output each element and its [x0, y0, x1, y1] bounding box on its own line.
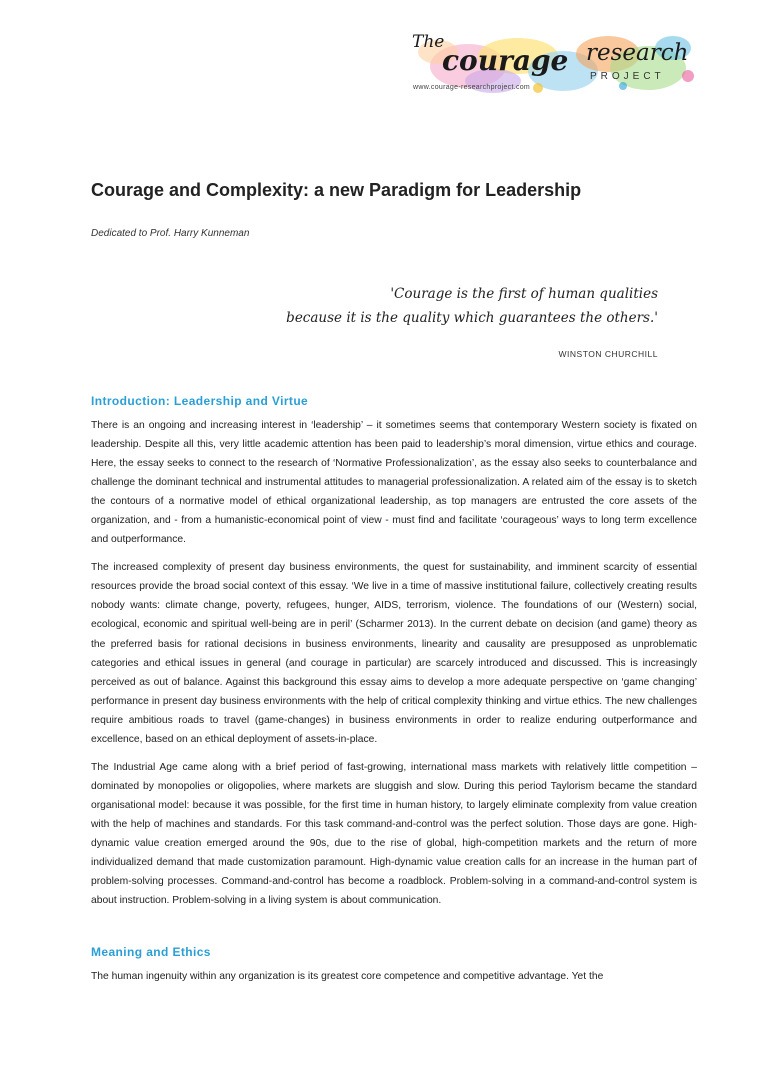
logo-url[interactable]: www.courage-researchproject.com [413, 84, 531, 91]
paragraph: The Industrial Age came along with a brief period of fast-growing, international mass markets with relatively little competition – dominated by monopolies or oligopolies, where markets are sluggish and slow. During this period Taylorism became the standard organisational model: because it was possible, for the first time in human history, to largely eliminate complexity from value creation with the help of machines and standards. For this task command-and-control was the perfect solution. Those days are gone. High-dynamic value creation emerged around the 90s, due to the rise of global, high-competition markets and the return of more individualized demand that made customization paramount. High-dynamic value creation calls for an increase in the human part of problem-solving processes. Command-and-control has become a roadblock. Problem-solving in a command-and-control system is about instruction. Problem-solving in a living system is about communication. [91, 761, 697, 907]
epigraph-quote [286, 282, 658, 330]
section-heading-introduction: Introduction: Leadership and Virtue [91, 394, 309, 408]
paragraph: The increased complexity of present day business environments, the quest for sustainability, and imminent scarcity of essential resources provide the broad social context of this essay. ‘We live in a time of massive institutional failure, collectively creating results nobody wants: climate change, poverty, refugees, hunger, AIDS, terrorism, violence. The foundations of our (Western) social, ecological, economic and spiritual well-being are in peril’ (Scharmer 2013). In the current debate on decision (and game) theory as the preferred basis for rational decisions in business environments, linearity and causality are presupposed as unproblematic categories and ethical issues in general (and courage in particular) are scarcely introduced and discussed. This is increasingly perceived as out of balance. Against this background this essay aims to develop a more adequate perspective on ‘game changing’ performance in present day business environments with the help of critical complexity thinking and virtue ethics. The new challenges require ambitious roads to travel (game-changes) in business environments in order to realize enduring outperformance and excellence, based on an ethical deployment of assets-in-place. [91, 562, 697, 745]
logo-research: research [586, 40, 689, 66]
section-heading-meaning-ethics: Meaning and Ethics [91, 945, 211, 960]
quote-line-2: because it is the quality which guarantees the others.' [286, 310, 658, 326]
paragraph: The human ingenuity within any organization is its greatest core competence and competitive advantage. Yet the [91, 971, 604, 983]
page-title: Courage and Complexity: a new Paradigm for Leadership [91, 180, 582, 200]
quote-author: WINSTON CHURCHILL [558, 349, 658, 359]
article-body [91, 392, 697, 995]
logo-the: The [412, 32, 445, 52]
logo-courage: courage [442, 44, 569, 77]
paragraph: There is an ongoing and increasing interest in ‘leadership’ – it sometimes seems that contemporary Western society is fixated on leadership. Despite all this, very little academic attention has been paid to leadership’s moral dimension, virtue ethics and courage. Here, the essay seeks to connect to the research of ‘Normative Professionalization’, as the essay also seeks to counterbalance and challenge the dominant technical and instrumental attitudes to managerial professionalization. A related aim of the essay is to sketch the contours of a normative model of ethical organizational leadership, as top managers are entrusted the core assets of the organization, and - from a humanistic-economical point of view - must find and facilitate ‘courageous’ ways to long term excellence and outperformance. [91, 420, 697, 546]
dedication: Dedicated to Prof. Harry Kunneman [91, 228, 250, 239]
logo-project: PROJECT [590, 71, 665, 82]
logo [398, 26, 698, 106]
quote-line-1: 'Courage is the first of human qualities [390, 286, 658, 302]
